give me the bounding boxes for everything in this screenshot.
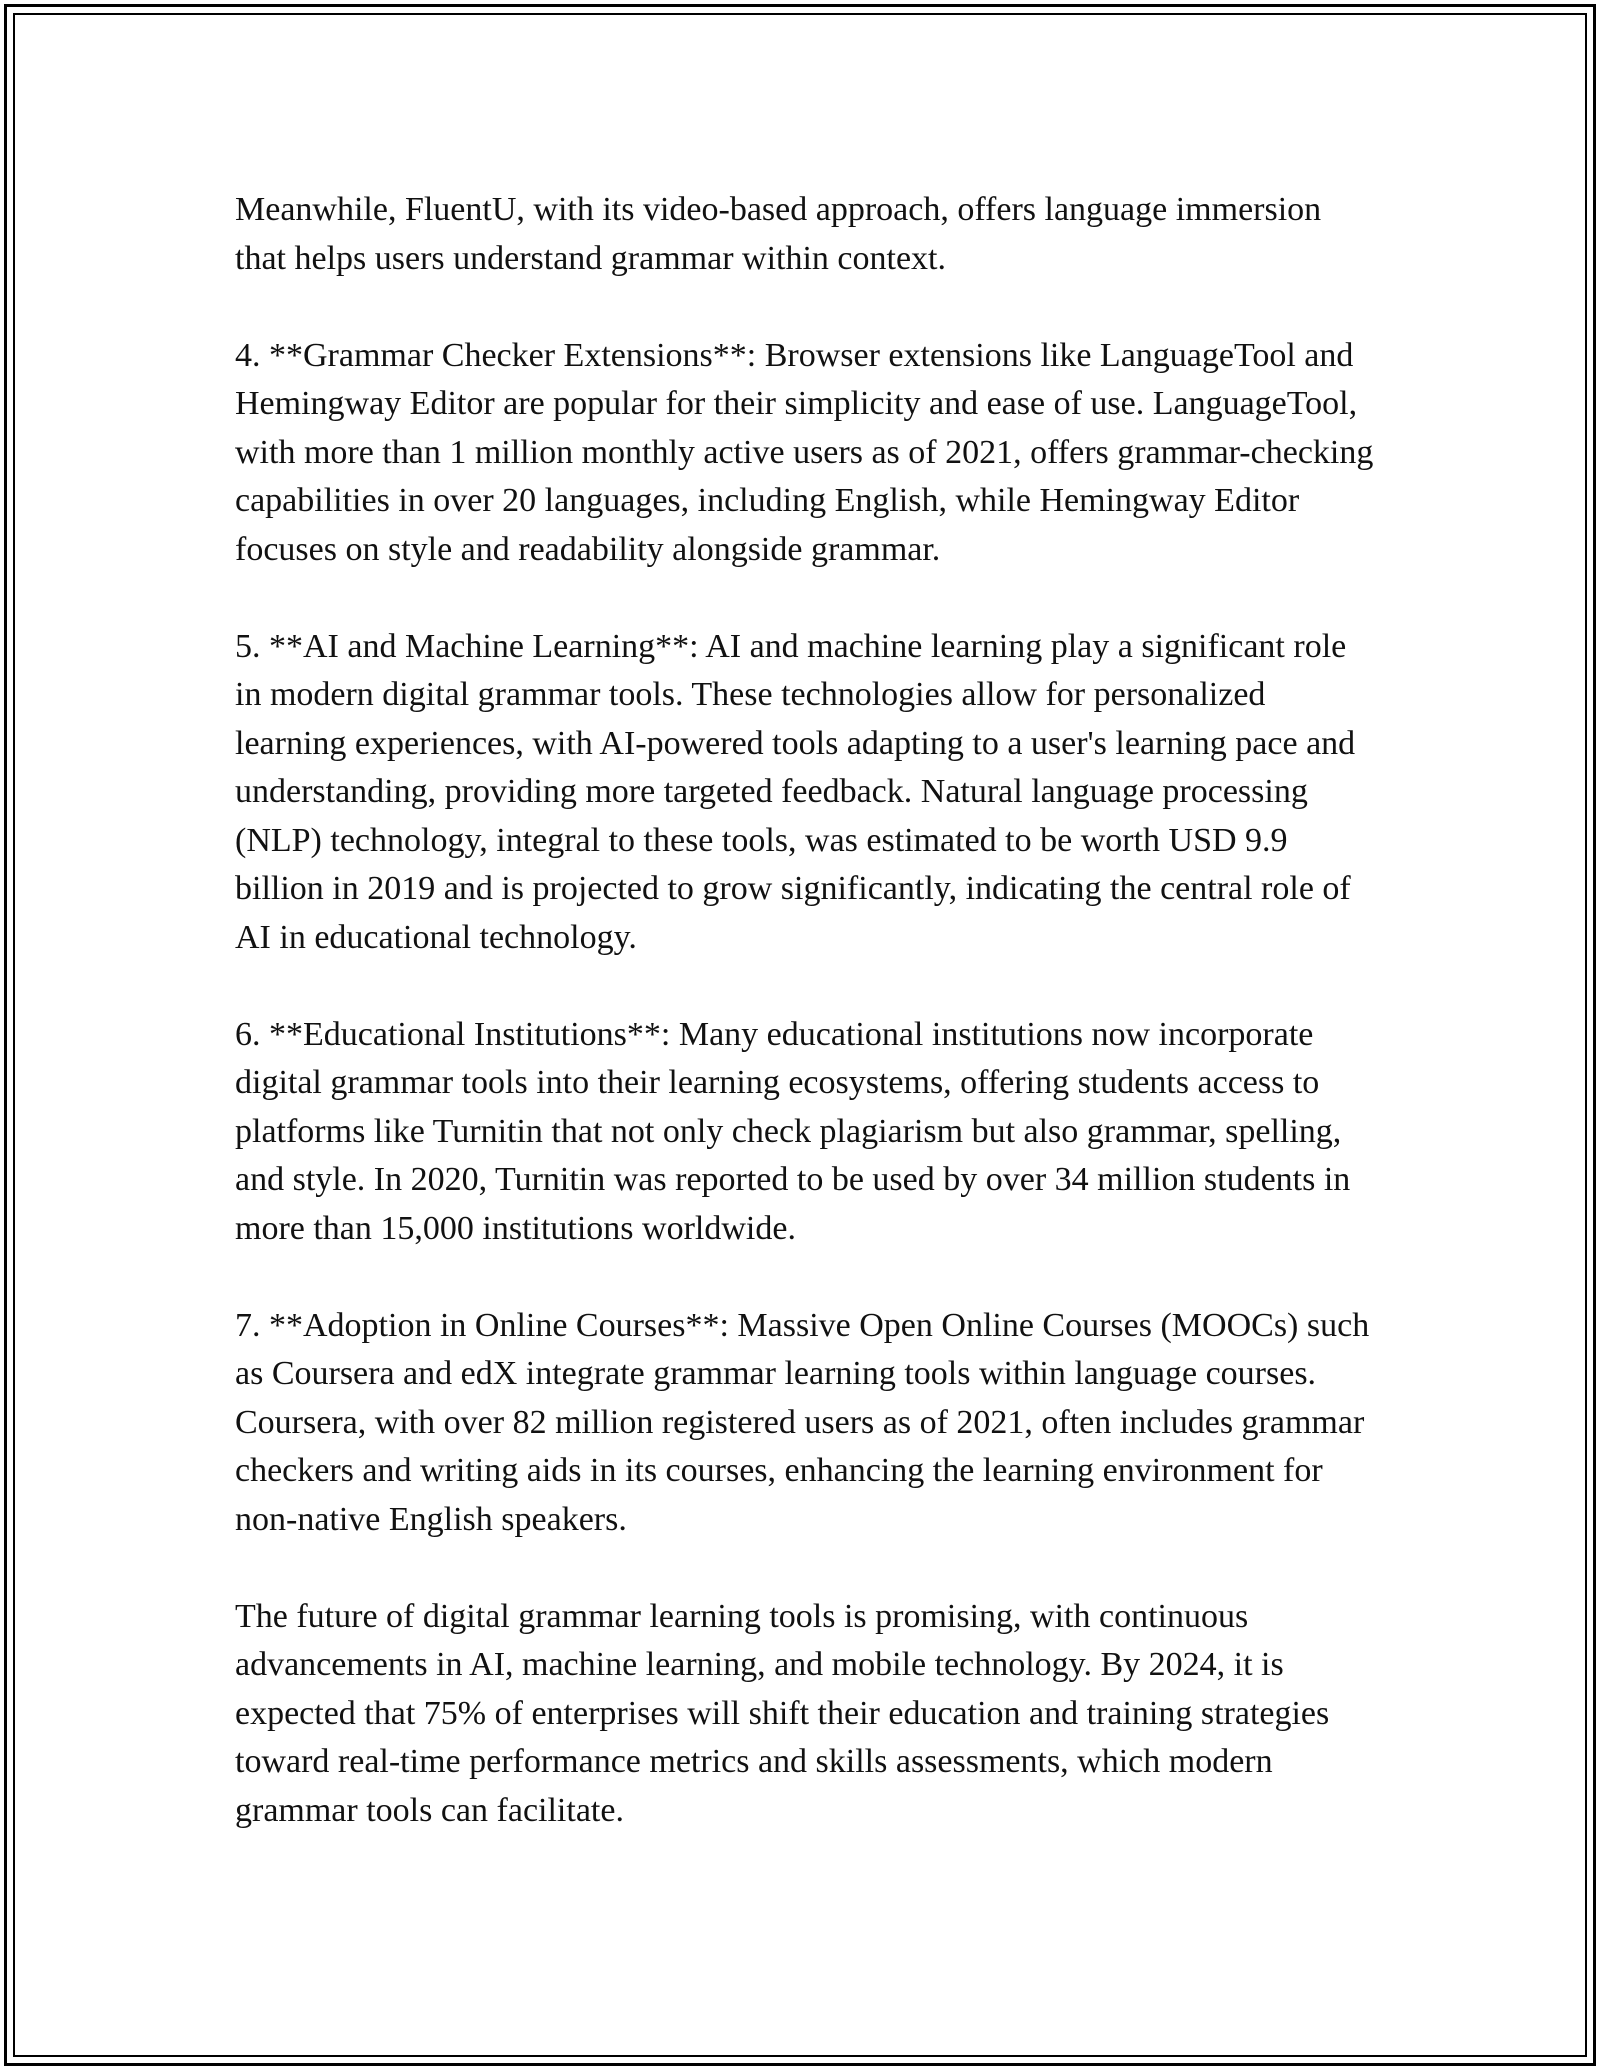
document-body: [235, 186, 1375, 1884]
paragraph-online-courses: 7. **Adoption in Online Courses**: Massive Open Online Courses (MOOCs) such as Coursera and edX integrate grammar learning tools within language courses. Coursera, with over 82 million registered users as of 2021, often includes grammar checkers and writing aids in its courses, enhancing the learning environment for non-native English speakers.: [235, 1306, 1370, 1538]
paragraph-fluentu: Meanwhile, FluentU, with its video-based approach, offers language immersion that helps users understand grammar within context.: [235, 191, 1322, 277]
paragraph-grammar-checker-extensions: 4. **Grammar Checker Extensions**: Browser extensions like LanguageTool and Hemingway Editor are popular for their simplicity and ease of use. LanguageTool, with more than 1 million monthly active users as of 2021, offers grammar-checking capabilities in over 20 languages, including English, while Hemingway Editor focuses on style and readability alongside grammar.: [235, 336, 1374, 568]
paragraph-future-outlook: The future of digital grammar learning tools is promising, with continuous advancements in AI, machine learning, and mobile technology. By 2024, it is expected that 75% of enterprises will shift their education and training strategies toward real-time performance metrics and skills assessments, which modern grammar tools can facilitate.: [235, 1597, 1330, 1829]
paragraph-educational-institutions: 6. **Educational Institutions**: Many educational institutions now incorporate digital grammar tools into their learning ecosystems, offering students access to platforms like Turnitin that not only check plagiarism but also grammar, spelling, and style. In 2020, Turnitin was reported to be used by over 34 million students in more than 15,000 institutions worldwide.: [235, 1015, 1351, 1247]
paragraph-ai-machine-learning: 5. **AI and Machine Learning**: AI and machine learning play a significant role in modern digital grammar tools. These technologies allow for personalized learning experiences, with AI-powered tools adapting to a user's learning pace and understanding, providing more targeted feedback. Natural language processing (NLP) technology, integral to these tools, was estimated to be worth USD 9.9 billion in 2019 and is projected to grow significantly, indicating the central role of AI in educational technology.: [235, 627, 1356, 956]
